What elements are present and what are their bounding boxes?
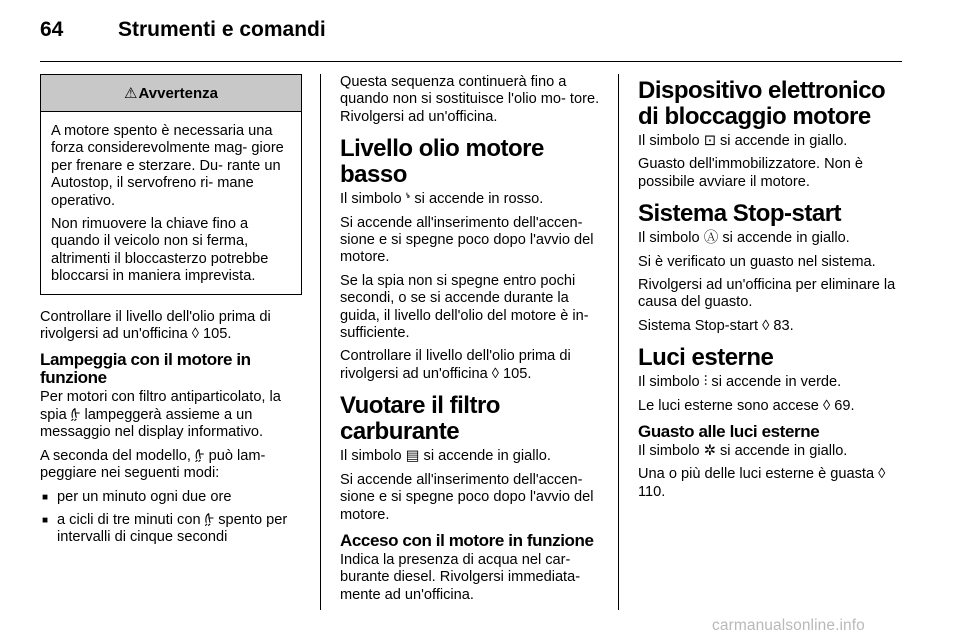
paragraph: Il simbolo ⫶ si accende in verde. <box>638 374 842 391</box>
stop-start-icon: Ⓐ <box>703 230 719 247</box>
cross-reference-icon: ◊ <box>822 397 831 414</box>
bulb-fault-icon: ✲ <box>703 443 716 460</box>
paragraph: Il simbolo ▤ si accende in giallo. <box>340 448 551 465</box>
cross-reference-icon: ◊ <box>191 326 199 343</box>
warning-paragraph: Non rimuovere la chiave fino a quando il veicolo non si ferma, altrimenti il bloccasterzo potrebbe bloccarsi in maniera imprevista. <box>51 216 269 285</box>
page-title: Strumenti e comandi <box>118 18 326 41</box>
oil-can-icon: ᔉ <box>405 191 411 208</box>
header-divider <box>40 61 902 62</box>
glow-plug-icon: ᢔ <box>194 447 205 464</box>
paragraph: Rivolgersi ad un'officina per eliminare la causa del guasto. <box>638 277 896 311</box>
page-number: 64 <box>40 18 64 41</box>
fuel-filter-icon: ▤ <box>405 448 420 465</box>
subheading-flashing: Lampeggia con il motore in funzione <box>40 350 251 388</box>
warning-title: Avvertenza <box>138 84 218 102</box>
heading-immobilizer: Dispositivo elettronico di bloccaggio motore <box>638 77 886 130</box>
paragraph: Il simbolo Ⓐ si accende in giallo. <box>638 230 850 247</box>
heading-oil-level: Livello olio motore basso <box>340 135 544 189</box>
column-divider <box>320 74 321 610</box>
paragraph: Questa sequenza continuerà fino a quando non si sostituisce l'olio mo- tore. Rivolgersi ad un'officina. <box>340 74 600 125</box>
heading-exterior-lights: Luci esterne <box>638 344 774 372</box>
paragraph: Controllare il livello dell'olio prima di rivolgersi ad un'officina ◊ 105. <box>340 348 571 382</box>
bullet-list <box>40 489 302 547</box>
cross-reference-icon: ◊ <box>491 365 499 382</box>
cross-reference-icon: ◊ <box>878 466 886 483</box>
column-1 <box>40 74 302 553</box>
subheading-engine-running: Acceso con il motore in funzione <box>340 530 594 550</box>
glow-plug-icon: ᢔ <box>204 511 215 528</box>
column-2 <box>340 74 602 610</box>
bullet-icon: ■ <box>42 491 49 503</box>
immobilizer-icon: ⊡ <box>703 133 716 149</box>
warning-header <box>41 75 301 112</box>
warning-body <box>41 112 301 294</box>
heading-stop-start: Sistema Stop-start <box>638 200 842 228</box>
heading-fuel-filter: Vuotare il filtro carburante <box>340 392 500 446</box>
subheading-lights-fault: Guasto alle luci esterne <box>638 422 820 442</box>
page-header <box>40 18 326 48</box>
warning-triangle-icon: ⚠ <box>124 85 138 102</box>
paragraph: Il simbolo ⊡ si accende in giallo. <box>638 133 848 149</box>
bullet-icon: ■ <box>42 514 49 526</box>
list-item: ■ per un minuto ogni due ore <box>42 488 232 505</box>
paragraph: Per motori con filtro antiparticolato, la spia ᢔ lampeggerà assieme a un messaggio nel display informativo. <box>40 389 281 441</box>
paragraph: Sistema Stop-start ◊ 83. <box>638 317 794 334</box>
paragraph: Guasto dell'immobilizzatore. Non è possibile avviare il motore. <box>638 156 864 190</box>
exterior-lights-icon: ⫶ <box>703 374 708 391</box>
warning-paragraph: A motore spento è necessaria una forza considerevolmente mag- giore per frenare e sterzare. Du- rante un Autostop, il servofreno ri- mane operativo. <box>51 123 284 209</box>
paragraph: Indica la presenza di acqua nel car- burante diesel. Rivolgersi immediata- mente ad un'officina. <box>340 551 581 603</box>
paragraph: Controllare il livello dell'olio prima di rivolgersi ad un'officina ◊ 105. <box>40 308 271 343</box>
cross-reference-icon: ◊ <box>762 317 770 334</box>
glow-plug-icon: ᢔ <box>70 406 81 423</box>
column-3 <box>638 74 902 507</box>
paragraph: Se la spia non si spegne entro pochi secondi, o se si accende durante la guida, il livello dell'olio del motore è in- sufficiente. <box>340 272 589 342</box>
paragraph: Le luci esterne sono accese ◊ 69. <box>638 397 855 414</box>
warning-box <box>40 74 302 295</box>
list-item: ■ a cicli di tre minuti con ᢔ spento per intervalli di cinque secondi <box>42 511 288 546</box>
paragraph: Una o più delle luci esterne è guasta ◊ 110. <box>638 466 886 500</box>
watermark: carmanualsonline.info <box>712 617 865 634</box>
paragraph: A seconda del modello, ᢔ può lam- peggiare nei seguenti modi: <box>40 447 266 482</box>
paragraph: Si accende all'inserimento dell'accen- sione e si spegne poco dopo l'avvio del motore. <box>340 214 594 266</box>
paragraph: Il simbolo ᔉ si accende in rosso. <box>340 191 544 208</box>
paragraph: Il simbolo ✲ si accende in giallo. <box>638 443 848 460</box>
paragraph: Si accende all'inserimento dell'accen- sione e si spegne poco dopo l'avvio del motore. <box>340 471 594 523</box>
paragraph: Si è verificato un guasto nel sistema. <box>638 253 876 270</box>
column-divider <box>618 74 619 610</box>
